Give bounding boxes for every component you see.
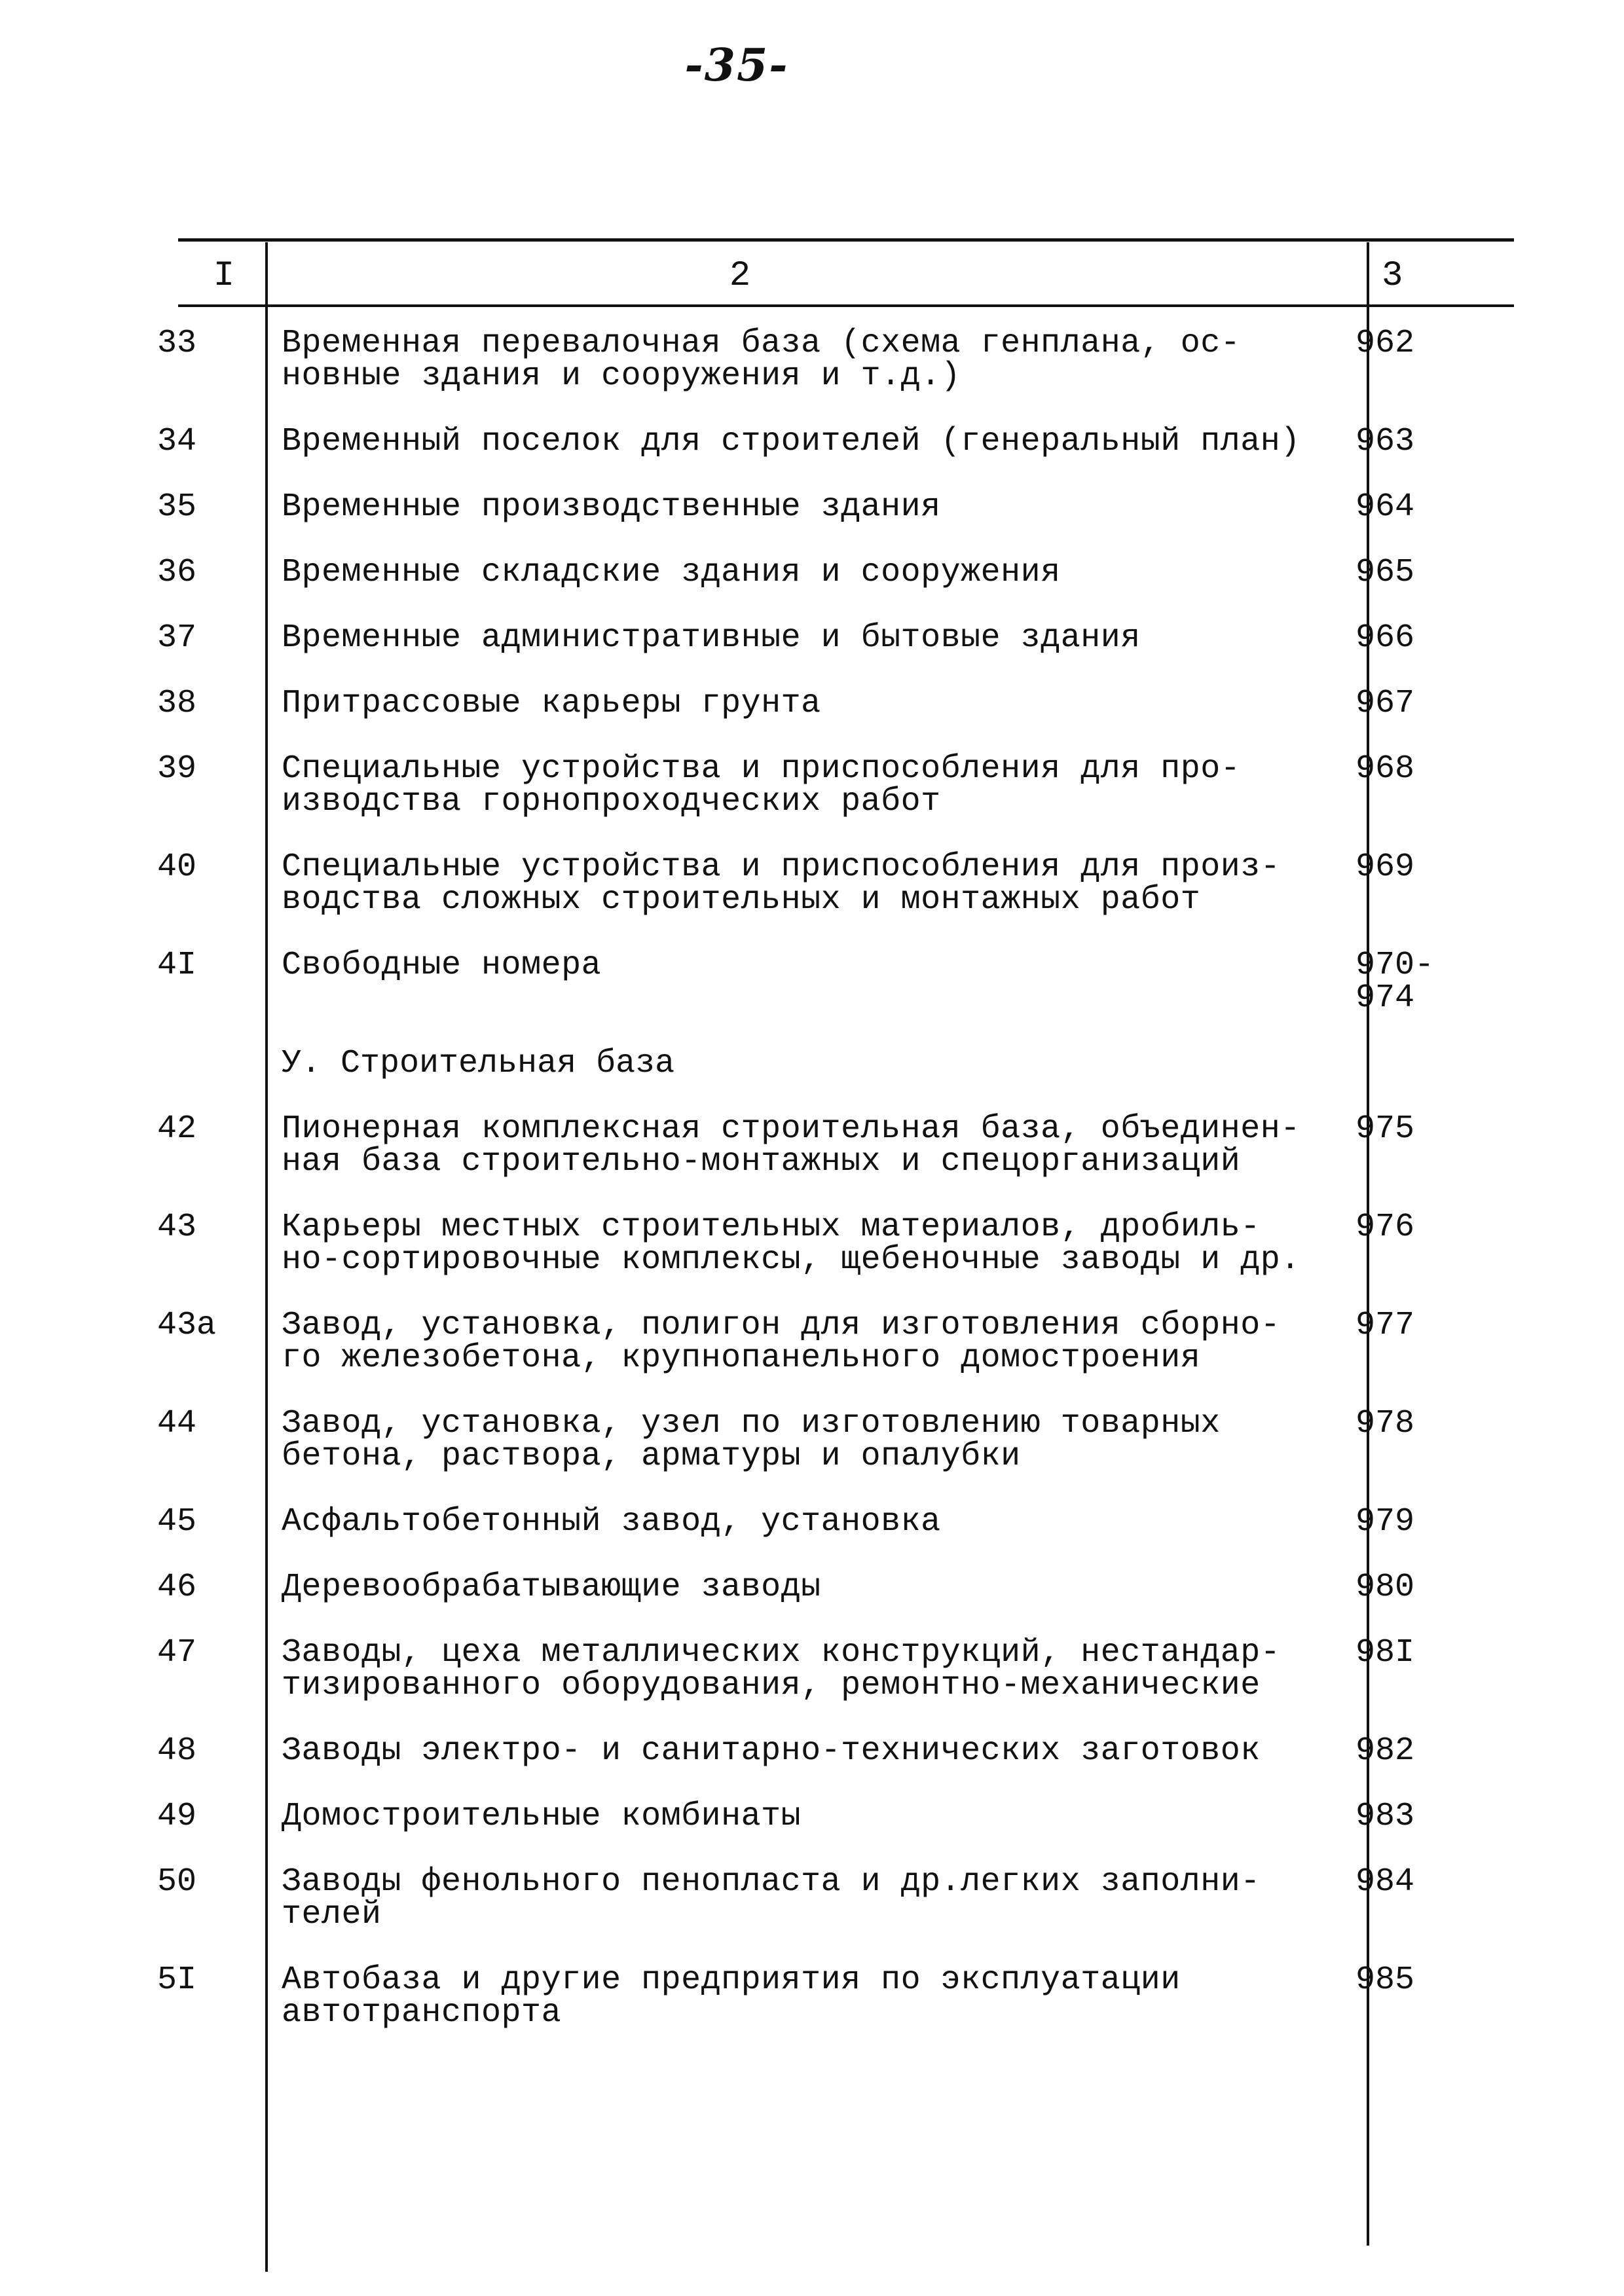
table-top-rule <box>178 238 1514 242</box>
row-number: 45 <box>157 1503 197 1540</box>
row-number-cell <box>0 1309 223 1375</box>
row-number-cell <box>0 1405 223 1473</box>
row-number-cell <box>0 1732 223 1770</box>
table-row <box>0 1732 1624 1770</box>
table-body <box>0 327 1624 2062</box>
row-number-cell <box>0 556 223 589</box>
row-number-cell <box>0 1634 223 1702</box>
row-number: 36 <box>157 554 197 591</box>
row-code: 983 <box>1356 1798 1415 1835</box>
table-row <box>0 848 1624 919</box>
row-code: 970- 974 <box>1356 947 1435 1017</box>
row-number: 5I <box>157 1961 197 1999</box>
table-row <box>0 1503 1624 1540</box>
table-row <box>0 327 1624 393</box>
row-number: 4I <box>157 947 197 984</box>
row-description: Притрассовые карьеры грунта <box>282 685 821 722</box>
row-number: 37 <box>157 619 197 657</box>
row-code: 966 <box>1356 619 1415 657</box>
row-number: 47 <box>157 1634 197 1671</box>
row-description: Временные административные и бытовые здания <box>282 619 1141 657</box>
table-row <box>0 1961 1624 2032</box>
row-number: 40 <box>157 848 197 886</box>
row-description: Автобаза и другие предприятия по эксплуатации автотранспорта <box>282 1961 1181 2032</box>
row-code: 984 <box>1356 1863 1415 1901</box>
row-number-cell <box>0 327 223 393</box>
table-row <box>0 488 1624 526</box>
table-rows-part2 <box>0 1110 1624 2032</box>
row-number: 33 <box>157 325 197 362</box>
row-code: 985 <box>1356 1961 1415 1999</box>
row-description: Специальные устройства и приспособления для произ- водства сложных строительных и монтажных работ <box>282 848 1281 919</box>
row-code: 969 <box>1356 848 1415 886</box>
row-description: Временные производственные здания <box>282 488 941 526</box>
row-number-cell <box>0 1211 223 1277</box>
row-description: Карьеры местных строительных материалов, дробиль- но-сортировочные комплексы, щебеночные заводы и др. <box>282 1209 1301 1279</box>
row-description: Деревообрабатывающие заводы <box>282 1569 821 1606</box>
row-number-cell <box>0 619 223 657</box>
row-code: 963 <box>1356 423 1415 460</box>
table-row <box>0 1110 1624 1180</box>
table-header-rule <box>178 304 1514 307</box>
section-title: У. Строительная база <box>282 1045 675 1082</box>
row-number-cell <box>0 949 223 1015</box>
row-number: 50 <box>157 1863 197 1901</box>
row-number: 35 <box>157 488 197 526</box>
row-number-cell <box>0 1110 223 1178</box>
column-header-number: I <box>213 256 235 296</box>
table-row <box>0 423 1624 460</box>
table-row <box>0 750 1624 820</box>
table-row <box>0 949 1624 1015</box>
column-header-description: 2 <box>729 256 751 296</box>
table-row <box>0 1634 1624 1704</box>
row-number-cell <box>0 1503 223 1540</box>
row-code: 967 <box>1356 685 1415 722</box>
row-code: 977 <box>1356 1307 1415 1344</box>
row-number: 43 <box>157 1209 197 1246</box>
table-row <box>0 687 1624 720</box>
row-number: 46 <box>157 1569 197 1606</box>
row-code: 975 <box>1356 1110 1415 1148</box>
row-number: 34 <box>157 423 197 460</box>
row-code: 980 <box>1356 1569 1415 1606</box>
row-number-cell <box>0 848 223 917</box>
row-number-cell <box>0 488 223 526</box>
row-number-cell <box>0 1800 223 1833</box>
row-number-cell <box>0 687 223 720</box>
row-code: 962 <box>1356 325 1415 362</box>
column-header-code: 3 <box>1382 256 1403 296</box>
row-code: 98I <box>1356 1634 1415 1671</box>
row-description: Свободные номера <box>282 947 602 984</box>
row-description: Временные складские здания и сооружения <box>282 554 1061 591</box>
table-row <box>0 1405 1624 1475</box>
row-number-cell <box>0 1961 223 2030</box>
page-number: -35- <box>684 39 789 92</box>
row-number: 42 <box>157 1110 197 1148</box>
table-row <box>0 1309 1624 1375</box>
row-description: Заводы, цеха металлических конструкций, нестандар- тизированного оборудования, ремонтно-механические <box>282 1634 1281 1704</box>
row-number: 49 <box>157 1798 197 1835</box>
row-description: Заводы фенольного пенопласта и др.легких заполни- телей <box>282 1863 1261 1933</box>
row-number-cell <box>0 750 223 818</box>
row-description: Завод, установка, полигон для изготовления сборно- го железобетона, крупнопанельного домостроения <box>282 1307 1281 1377</box>
row-number-cell <box>0 423 223 460</box>
table-row <box>0 619 1624 657</box>
table-rows-part1 <box>0 327 1624 1015</box>
row-code: 979 <box>1356 1503 1415 1540</box>
row-number: 44 <box>157 1405 197 1442</box>
row-code: 978 <box>1356 1405 1415 1442</box>
row-code: 964 <box>1356 488 1415 526</box>
row-description: Завод, установка, узел по изготовлению товарных бетона, раствора, арматуры и опалубки <box>282 1405 1221 1475</box>
row-description: Пионерная комплексная строительная база, объединен- ная база строительно-монтажных и спецорганизаций <box>282 1110 1301 1180</box>
table-row <box>0 556 1624 589</box>
row-code: 976 <box>1356 1209 1415 1246</box>
row-number: 38 <box>157 685 197 722</box>
row-description: Временный поселок для строителей (генеральный план) <box>282 423 1301 460</box>
row-description: Домостроительные комбинаты <box>282 1798 802 1835</box>
row-description: Асфальтобетонный завод, установка <box>282 1503 941 1540</box>
table-row <box>0 1211 1624 1277</box>
row-number: 43а <box>157 1307 217 1344</box>
row-code: 965 <box>1356 554 1415 591</box>
row-number-cell <box>0 1571 223 1604</box>
row-code: 982 <box>1356 1732 1415 1770</box>
row-description: Заводы электро- и санитарно-технических заготовок <box>282 1732 1261 1770</box>
table-row <box>0 1863 1624 1933</box>
table-row <box>0 1571 1624 1604</box>
row-number: 48 <box>157 1732 197 1770</box>
row-number: 39 <box>157 750 197 788</box>
row-number-cell <box>0 1863 223 1931</box>
row-description: Специальные устройства и приспособления для про- изводства горнопроходческих работ <box>282 750 1241 820</box>
row-description: Временная перевалочная база (схема генплана, ос- новные здания и сооружения и т.д.) <box>282 325 1241 395</box>
table-row <box>0 1800 1624 1833</box>
row-code: 968 <box>1356 750 1415 788</box>
